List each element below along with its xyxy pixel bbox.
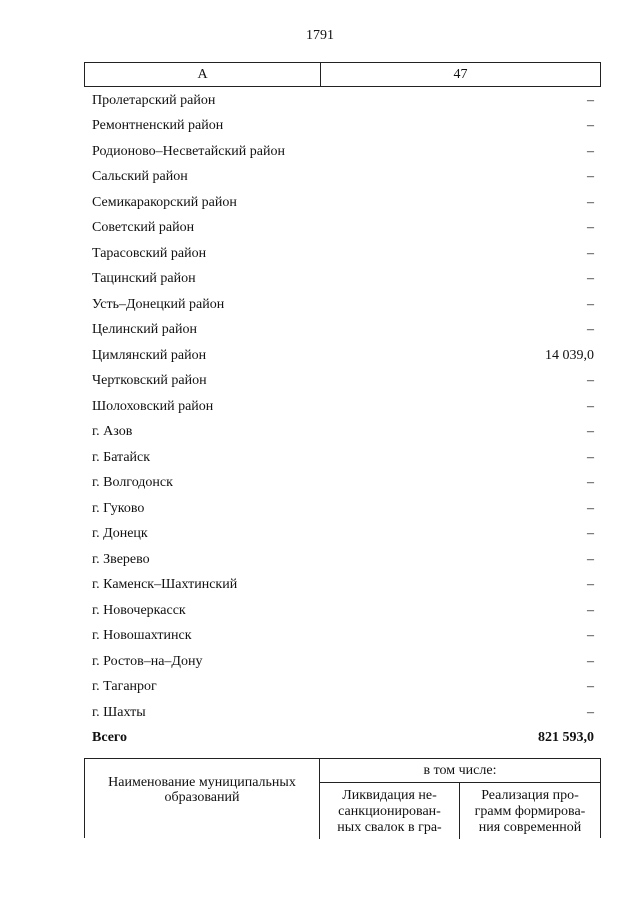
row-value: – [587, 602, 594, 618]
table-row [84, 649, 601, 675]
row-value: – [587, 653, 594, 669]
table-row [84, 139, 601, 165]
row-value: – [587, 424, 594, 440]
row-value: – [587, 577, 594, 593]
municipality-name: Ремонтненский район [92, 118, 224, 134]
municipality-name: Тарасовский район [92, 245, 207, 261]
municipality-name: г. Гуково [92, 500, 145, 516]
municipality-name-header [85, 759, 320, 839]
municipality-name: Тацинский район [92, 271, 196, 287]
row-value: – [587, 92, 594, 108]
row-value: – [587, 398, 594, 414]
row-value: – [587, 118, 594, 134]
row-value: – [587, 628, 594, 644]
municipality-name: Цимлянский район [92, 347, 207, 363]
table-row [84, 420, 601, 446]
municipality-name: Пролетарский район [92, 92, 216, 108]
table-row [84, 547, 601, 573]
municipality-name: г. Зверево [92, 551, 150, 567]
municipality-name: Советский район [92, 220, 195, 236]
row-value: – [587, 220, 594, 236]
row-value: – [587, 449, 594, 465]
row-value: – [587, 271, 594, 287]
municipality-name: Усть–Донецкий район [92, 296, 225, 312]
program-header [460, 783, 600, 839]
table-header [84, 62, 601, 87]
table-row [84, 598, 601, 624]
row-value: – [587, 679, 594, 695]
table-row [84, 292, 601, 318]
table-row [84, 700, 601, 726]
left-header-line1: Наименование муниципальных [108, 775, 296, 790]
total-row [84, 726, 601, 752]
row-value: – [587, 373, 594, 389]
table-row [84, 190, 601, 216]
including-header: в том числе: [320, 759, 600, 783]
municipality-name: г. Новошахтинск [92, 628, 192, 644]
municipality-name: г. Шахты [92, 704, 146, 720]
row-value: – [587, 245, 594, 261]
municipality-name: Шолоховский район [92, 398, 214, 414]
table-row [84, 165, 601, 191]
left-header-line2: образований [164, 790, 240, 805]
municipality-name: г. Волгодонск [92, 475, 173, 491]
continuation-table-header [84, 758, 601, 838]
total-label: Всего [92, 730, 127, 746]
row-value: – [587, 143, 594, 159]
sub2-line: Реализация про- [481, 788, 579, 803]
table-row [84, 471, 601, 497]
municipality-name: г. Донецк [92, 526, 148, 542]
table-row [84, 318, 601, 344]
row-value: – [587, 194, 594, 210]
row-value: 14 039,0 [545, 347, 594, 363]
total-value: 821 593,0 [538, 730, 594, 746]
municipality-name: Родионово–Несветайский район [92, 143, 285, 159]
row-value: – [587, 500, 594, 516]
header-col-b: 47 [453, 66, 468, 82]
table-row [84, 267, 601, 293]
sub2-line: ния современной [478, 820, 582, 835]
page-number: 1791 [306, 28, 334, 43]
table-row [84, 369, 601, 395]
table-row [84, 675, 601, 701]
table-row [84, 114, 601, 140]
table-row [84, 394, 601, 420]
sub2-line: грамм формирова- [474, 804, 586, 819]
table-row [84, 624, 601, 650]
row-value: – [587, 322, 594, 338]
table-row [84, 573, 601, 599]
sub1-line: Ликвидация не- [342, 788, 437, 803]
row-value: – [587, 169, 594, 185]
table-row [84, 496, 601, 522]
table-row [84, 216, 601, 242]
municipality-name: г. Новочеркасск [92, 602, 186, 618]
table-row [84, 522, 601, 548]
table-row [84, 343, 601, 369]
row-value: – [587, 704, 594, 720]
municipality-name: г. Батайск [92, 449, 151, 465]
row-value: – [587, 296, 594, 312]
municipality-name: г. Таганрог [92, 679, 157, 695]
municipality-name: г. Азов [92, 424, 133, 440]
municipality-name: Чертковский район [92, 373, 207, 389]
municipality-name: Сальский район [92, 169, 188, 185]
municipality-name: г. Каменск–Шахтинский [92, 577, 238, 593]
header-col-a: А [85, 63, 321, 86]
table-row [84, 88, 601, 114]
row-value: – [587, 551, 594, 567]
row-value: – [587, 526, 594, 542]
municipality-name: г. Ростов–на–Дону [92, 653, 203, 669]
row-value: – [587, 475, 594, 491]
municipality-name: Семикаракорский район [92, 194, 237, 210]
table-body [84, 88, 601, 751]
sub1-line: санкционирован- [338, 804, 441, 819]
municipality-name: Целинский район [92, 322, 197, 338]
liquidation-header [320, 783, 460, 839]
table-row [84, 445, 601, 471]
table-row [84, 241, 601, 267]
sub1-line: ных свалок в гра- [337, 820, 442, 835]
